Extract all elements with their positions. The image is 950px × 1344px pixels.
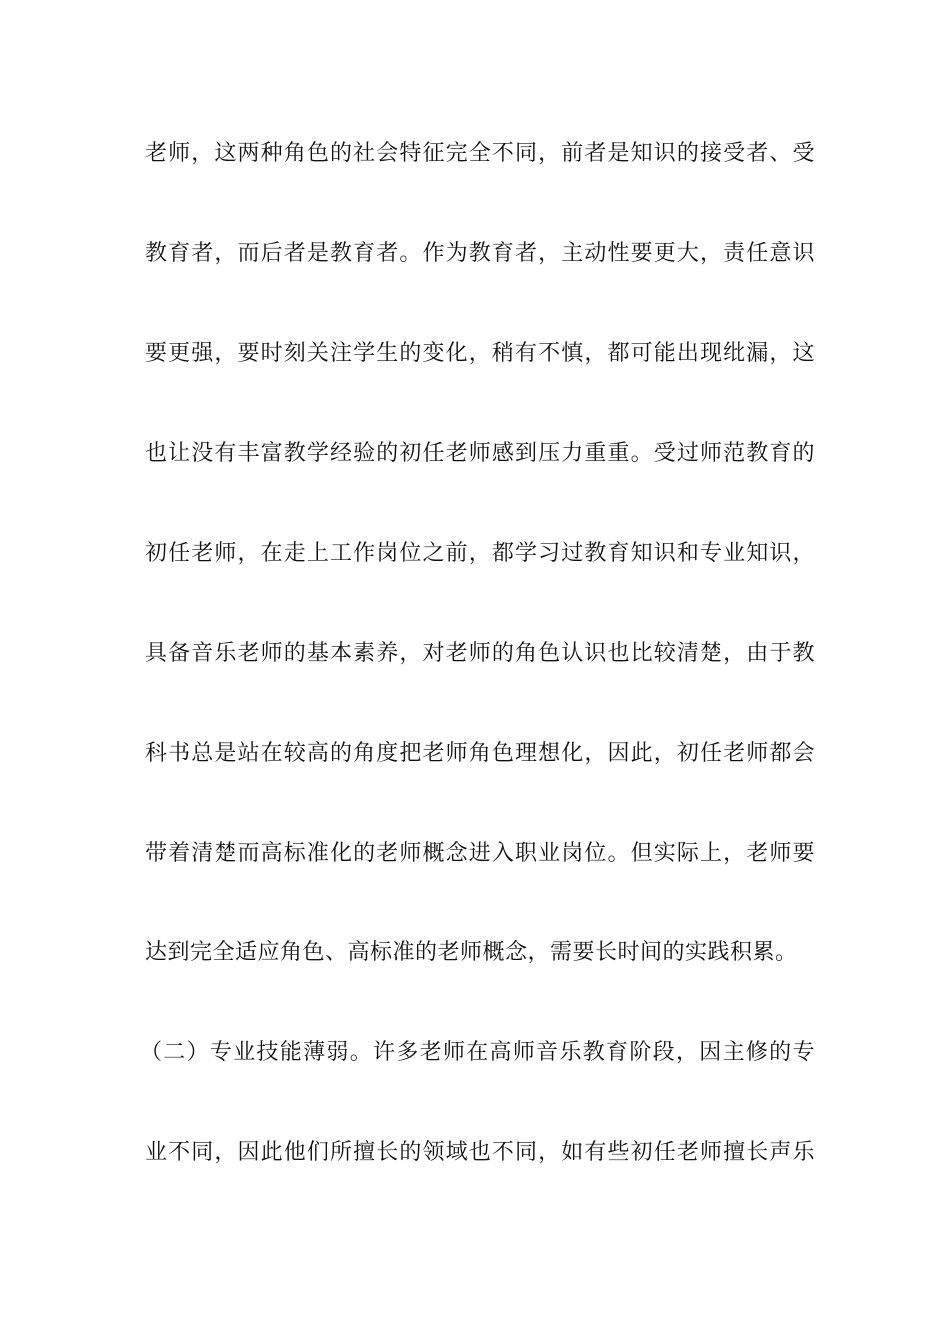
text-line-6: 具备音乐老师的基本素养，对老师的角色认识也比较清楚，由于教	[145, 641, 815, 666]
text-line-3: 要更强，要时刻关注学生的变化，稍有不慎，都可能出现纰漏，这	[145, 341, 815, 366]
section-heading-line: （二）专业技能薄弱。许多老师在高师音乐教育阶段，因主修的专	[140, 1040, 815, 1065]
text-line-9: 达到完全适应角色、高标准的老师概念，需要长时间的实践积累。	[145, 940, 798, 965]
text-line-1: 老师，这两种角色的社会特征完全不同，前者是知识的接受者、受	[145, 141, 815, 166]
text-line-4: 也让没有丰富教学经验的初任老师感到压力重重。受过师范教育的	[145, 441, 815, 466]
text-line-8: 带着清楚而高标准化的老师概念进入职业岗位。但实际上，老师要	[145, 841, 815, 866]
text-line-5: 初任老师，在走上工作岗位之前，都学习过教育知识和专业知识，	[145, 541, 815, 566]
text-line-2: 教育者，而后者是教育者。作为教育者，主动性要更大，责任意识	[145, 241, 815, 266]
text-line-7: 科书总是站在较高的角度把老师角色理想化，因此，初任老师都会	[145, 741, 815, 766]
text-line-11: 业不同，因此他们所擅长的领域也不同，如有些初任老师擅长声乐	[145, 1140, 815, 1165]
